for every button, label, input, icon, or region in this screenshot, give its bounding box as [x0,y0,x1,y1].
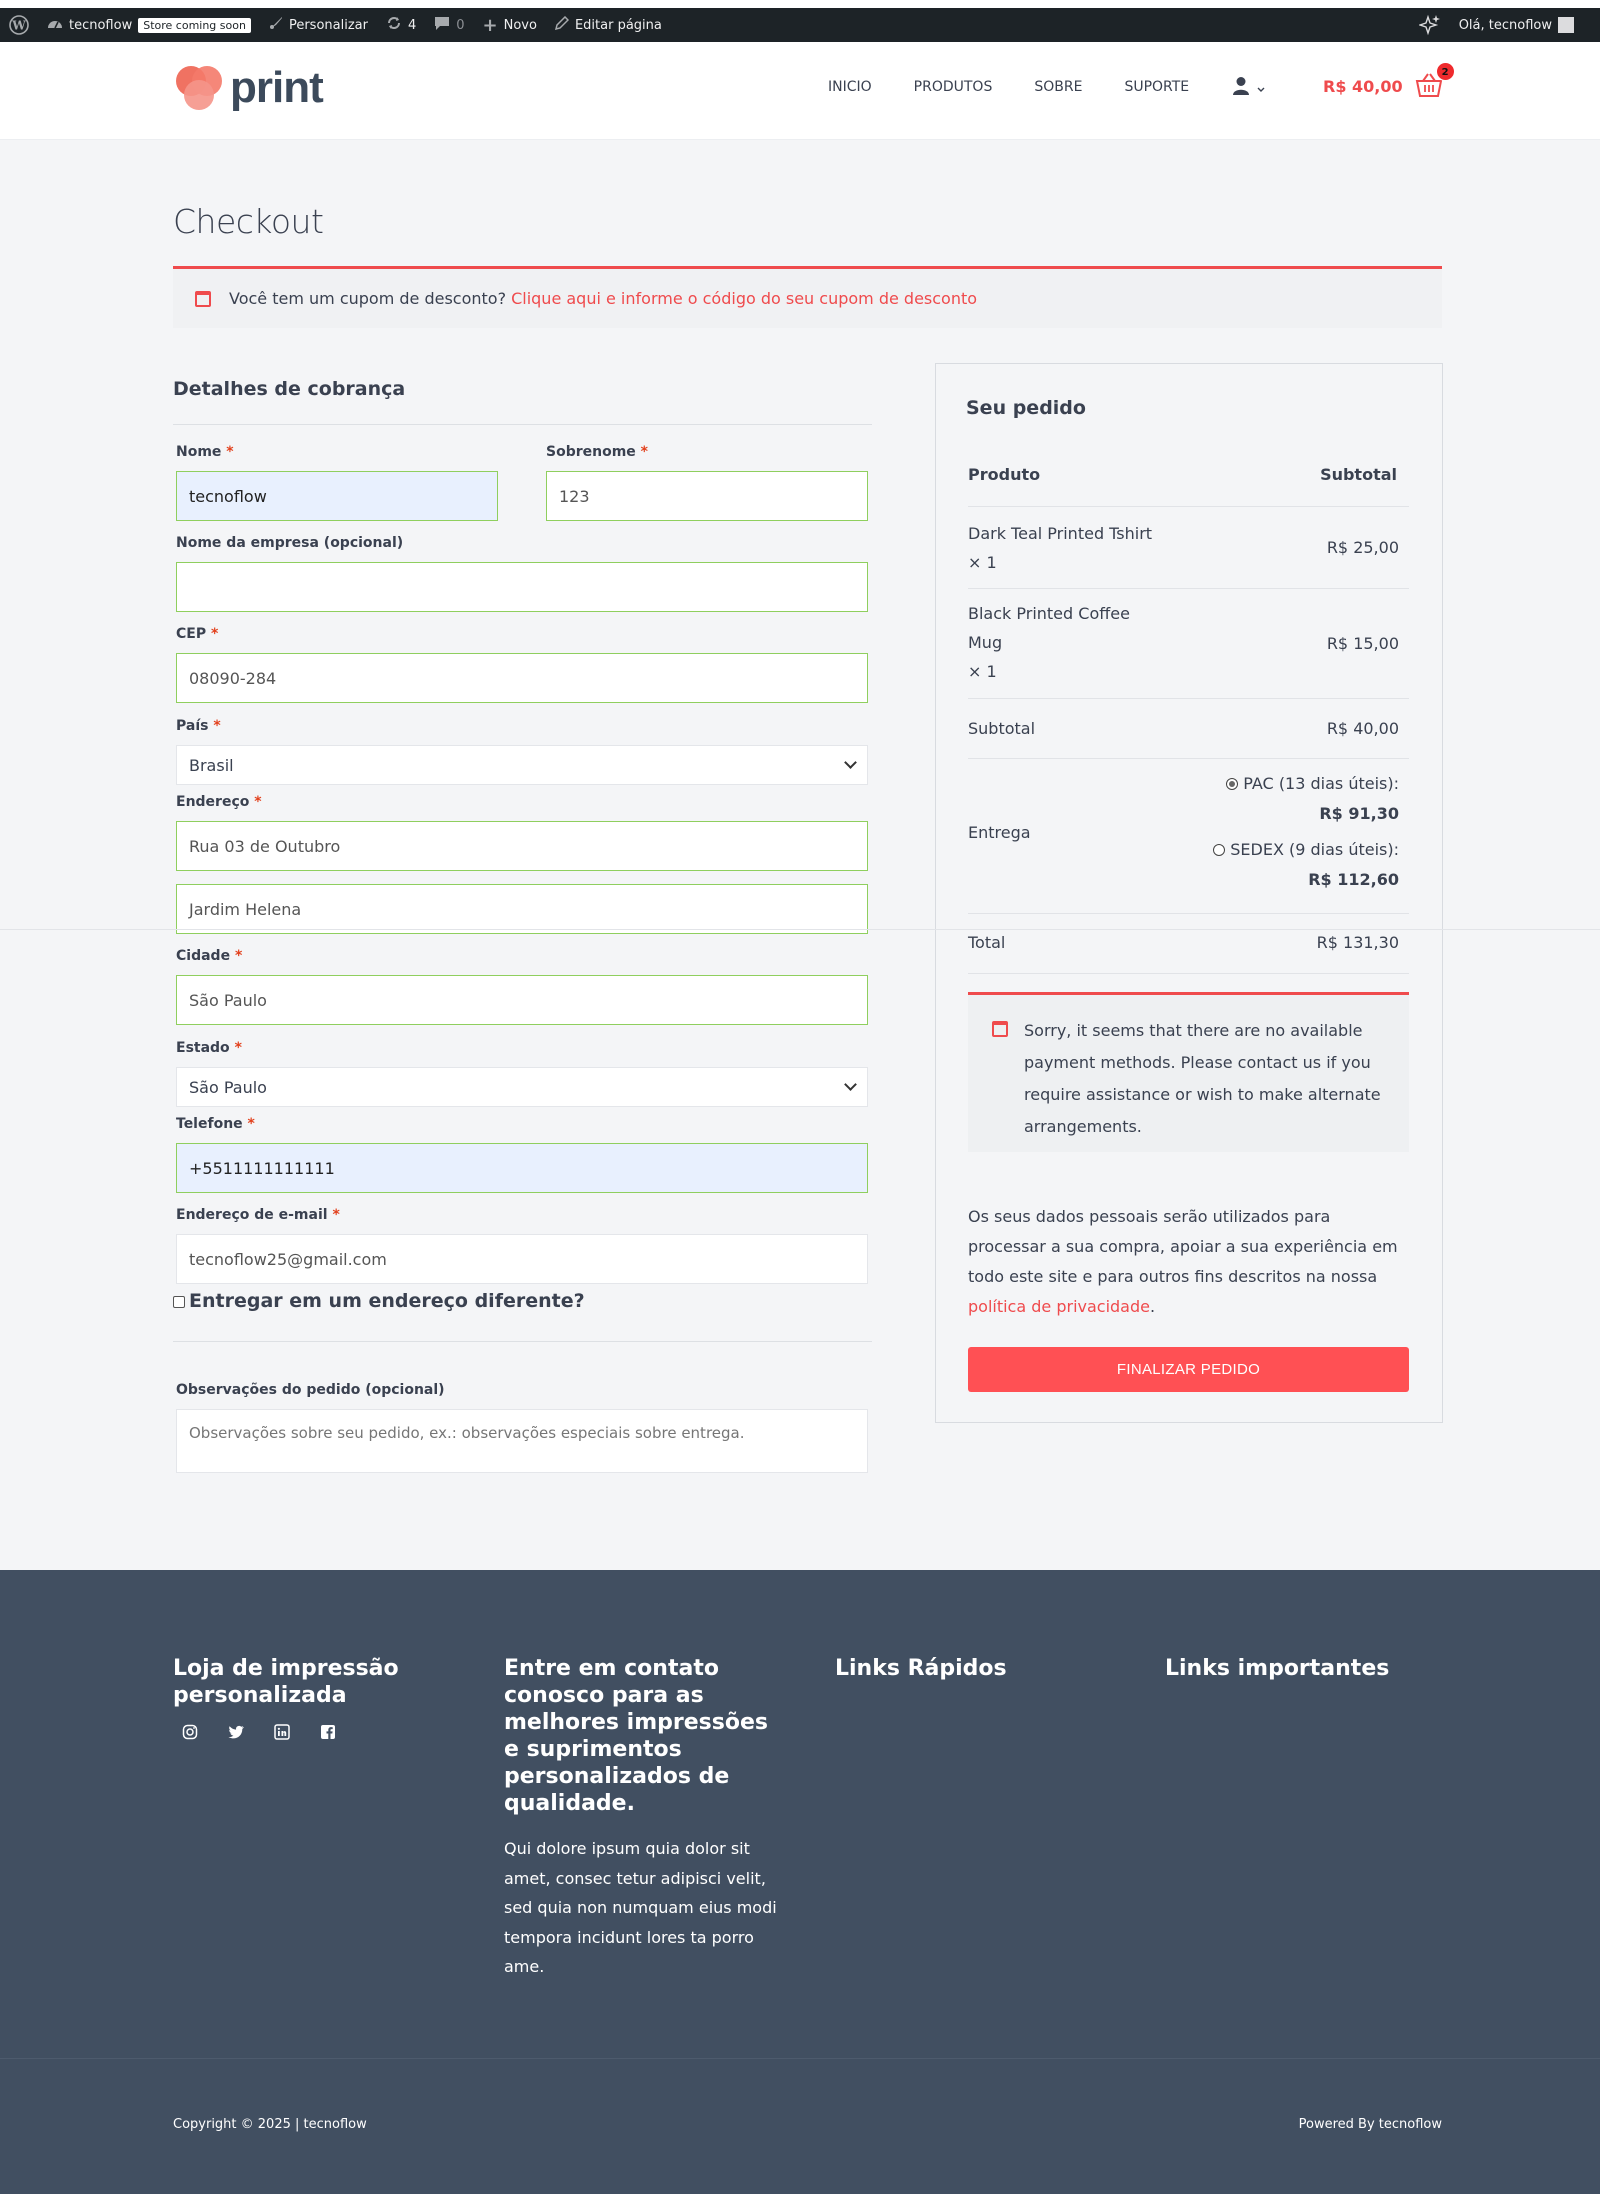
shipping-row [968,759,1409,914]
nav-item-produtos[interactable]: PRODUTOS [913,79,993,95]
country-value: Brasil [189,755,234,775]
copyright-text: Copyright © 2025 | tecnoflow [173,2117,367,2132]
shipping-option-price: R$ 112,60 [1308,870,1399,889]
privacy-body: Os seus dados pessoais serão utilizados para processar a sua compra, apoiar a sua experiência em todo este site e para outros fins descritos na nossa [968,1207,1398,1286]
required-mark: * [247,1116,255,1132]
billing-title: Detalhes de cobrança [173,378,872,425]
page-title: Checkout [173,202,324,241]
company-label: Nome da empresa (opcional) [176,535,404,551]
admin-updates-link[interactable] [377,8,425,42]
admin-updates-count: 4 [407,17,417,33]
avatar [1558,17,1574,33]
address-label-text: Endereço [176,794,250,810]
calendar-icon [992,1021,1008,1037]
ship-different-checkbox[interactable] [173,1296,185,1308]
site-header [0,42,1600,140]
site-logo[interactable] [172,60,323,116]
store-status-badge: Store coming soon [138,18,251,33]
nav-item-inicio[interactable]: INICIO [828,79,872,95]
shipping-radio-sedex[interactable] [1213,844,1225,856]
required-mark: * [234,1040,242,1056]
item-price: R$ 15,00 [1326,634,1399,653]
admin-bar [0,8,1600,42]
order-table-header [968,449,1409,507]
cep-label [176,626,218,642]
cart-count-badge: 2 [1436,62,1455,81]
basket-icon [1415,67,1449,100]
order-review [935,363,1443,1423]
facebook-icon[interactable] [318,1722,338,1742]
cart-total: R$ 40,00 [1323,76,1403,96]
table-row [968,507,1409,589]
state-select[interactable] [176,1067,868,1107]
col-product: Produto [968,465,1041,484]
last-name-label-text: Sobrenome [546,444,636,460]
admin-edit-page-label: Editar página [574,17,662,33]
state-label-text: Estado [176,1040,230,1056]
required-mark: * [210,626,219,642]
first-name-label [176,444,234,460]
linkedin-icon[interactable] [272,1722,292,1742]
chevron-down-icon [844,1078,857,1091]
admin-customize-label: Personalizar [288,17,368,33]
order-notes-textarea[interactable] [176,1409,868,1473]
payment-notice [968,992,1409,1152]
footer-divider [0,2058,1600,2059]
coupon-notice [173,266,1442,328]
admin-edit-page-link[interactable] [546,8,671,42]
last-name-input[interactable]: 123 [546,471,868,521]
dashboard-icon [47,16,63,34]
item-name: Dark Teal Printed Tshirt [968,524,1153,543]
state-label [176,1040,242,1056]
address2-input[interactable]: Jardim Helena [176,884,868,934]
admin-new-link[interactable] [474,8,546,42]
calendar-icon [195,291,211,307]
item-name: Black Printed Coffee [968,604,1130,623]
wordpress-logo-icon[interactable] [0,8,38,42]
country-select[interactable] [176,745,868,785]
shipping-option-pac[interactable] [1213,769,1399,799]
privacy-end: . [1149,1297,1156,1316]
social-links [180,1722,338,1742]
comment-icon [434,16,450,35]
shipping-option-sedex[interactable] [1213,835,1399,865]
chevron-down-icon [844,756,857,769]
admin-new-label: Novo [503,17,537,33]
city-label [176,948,242,964]
total-row [968,914,1409,974]
brush-icon [269,16,283,34]
subtotal-value: R$ 40,00 [1326,719,1399,738]
billing-details [173,378,872,1442]
admin-site-link[interactable] [38,8,260,42]
sparkle-icon[interactable] [1410,8,1450,42]
first-name-label-text: Nome [176,444,222,460]
place-order-button[interactable]: FINALIZAR PEDIDO [968,1347,1409,1392]
last-name-label [546,444,648,460]
twitter-icon[interactable] [226,1722,246,1742]
admin-comments-link[interactable] [425,8,473,42]
item-qty: × 1 [968,662,997,681]
admin-account-menu[interactable] [1450,8,1600,42]
overlay-divider [0,929,1600,930]
item-price: R$ 25,00 [1326,538,1399,557]
shipping-option-name: PAC (13 dias úteis): [1243,774,1399,793]
svg-text:W: W [12,18,26,33]
payment-notice-text: Sorry, it seems that there are no available payment methods. Please contact us if you require assistance or wish to make alternate arrangements. [1024,1021,1381,1136]
instagram-icon[interactable] [180,1722,200,1742]
city-label-text: Cidade [176,948,231,964]
privacy-link[interactable]: política de privacidade [968,1297,1150,1316]
state-value: São Paulo [189,1077,267,1097]
admin-comments-count: 0 [456,17,465,33]
phone-label-text: Telefone [176,1116,243,1132]
table-row [968,589,1409,699]
shipping-option-name: SEDEX (9 dias úteis): [1230,840,1399,859]
shipping-radio-pac[interactable] [1226,778,1238,790]
logo-text: print [230,63,323,112]
phone-label [176,1116,255,1132]
shipping-option-price: R$ 91,30 [1319,804,1399,823]
email-label-text: Endereço de e-mail [176,1207,328,1223]
total-label: Total [968,933,1006,952]
site-footer [0,1570,1600,2194]
item-qty: × 1 [968,553,997,572]
plus-icon: + [482,14,498,36]
chevron-down-icon [1256,79,1266,98]
main-nav [828,42,1189,132]
total-value: R$ 131,30 [1316,933,1399,952]
required-mark: * [332,1207,340,1223]
subtotal-label: Subtotal [968,719,1036,738]
country-label-text: País [176,718,209,734]
footer-col3-title: Links Rápidos [835,1656,1007,1681]
checkout-main [0,140,1600,1570]
user-icon [1232,76,1250,100]
ship-different-label: Entregar em um endereço diferente? [189,1290,585,1312]
city-input[interactable]: São Paulo [176,975,868,1025]
address-label [176,794,262,810]
company-input[interactable] [176,562,868,612]
ship-different-toggle[interactable] [173,1290,872,1342]
admin-greeting: Olá, tecnoflow [1458,17,1552,33]
nav-item-sobre[interactable]: SOBRE [1034,79,1083,95]
top-edge [0,0,1600,8]
item-name-cont: Mug [968,633,1003,652]
nav-item-suporte[interactable]: SUPORTE [1124,79,1190,95]
email-label [176,1207,340,1223]
email-input[interactable]: tecnoflow25@gmail.com [176,1234,868,1284]
footer-col2-title: Entre em contato conosco para as melhores impressões e suprimentos personalizados de qualidade. [504,1656,768,1816]
updates-icon [386,15,402,35]
required-mark: * [213,718,221,734]
footer-col1-title: Loja de impressão personalizada [173,1656,399,1708]
coupon-text: Você tem um cupom de desconto? [229,289,507,308]
first-name-input[interactable]: tecnoflow [176,471,498,521]
required-mark: * [640,444,648,460]
privacy-text [968,1202,1409,1322]
notes-label: Observações do pedido (opcional) [176,1382,445,1398]
logo-icon [172,61,226,115]
footer-col2-text: Qui dolore ipsum quia dolor sit amet, consec tetur adipisci velit, sed quia non numquam eius modi tempora incidunt lores ta porro ame. [504,1839,777,1976]
notes-placeholder: Observações sobre seu pedido, ex.: observações especiais sobre entrega. [189,1424,745,1442]
coupon-link[interactable]: Clique aqui e informe o código do seu cupom de desconto [511,289,978,308]
subtotal-row [968,699,1409,759]
footer-col4-title: Links importantes [1165,1656,1390,1681]
country-label [176,718,221,734]
order-title: Seu pedido [966,397,1086,419]
admin-site-name: tecnoflow [69,17,133,33]
header-cart[interactable] [1323,67,1449,100]
phone-input[interactable]: +5511111111111 [176,1143,868,1193]
admin-customize-link[interactable] [260,8,377,42]
col-subtotal: Subtotal [1320,465,1397,484]
powered-by-text: Powered By tecnoflow [1298,2117,1442,2132]
shipping-label: Entrega [968,823,1031,842]
required-mark: * [254,794,262,810]
required-mark: * [234,948,243,964]
cep-input[interactable]: 08090-284 [176,653,868,703]
required-mark: * [226,444,234,460]
pencil-icon [555,16,569,34]
account-menu[interactable] [1232,76,1266,100]
cep-label-text: CEP [176,626,207,642]
address-input[interactable]: Rua 03 de Outubro [176,821,868,871]
